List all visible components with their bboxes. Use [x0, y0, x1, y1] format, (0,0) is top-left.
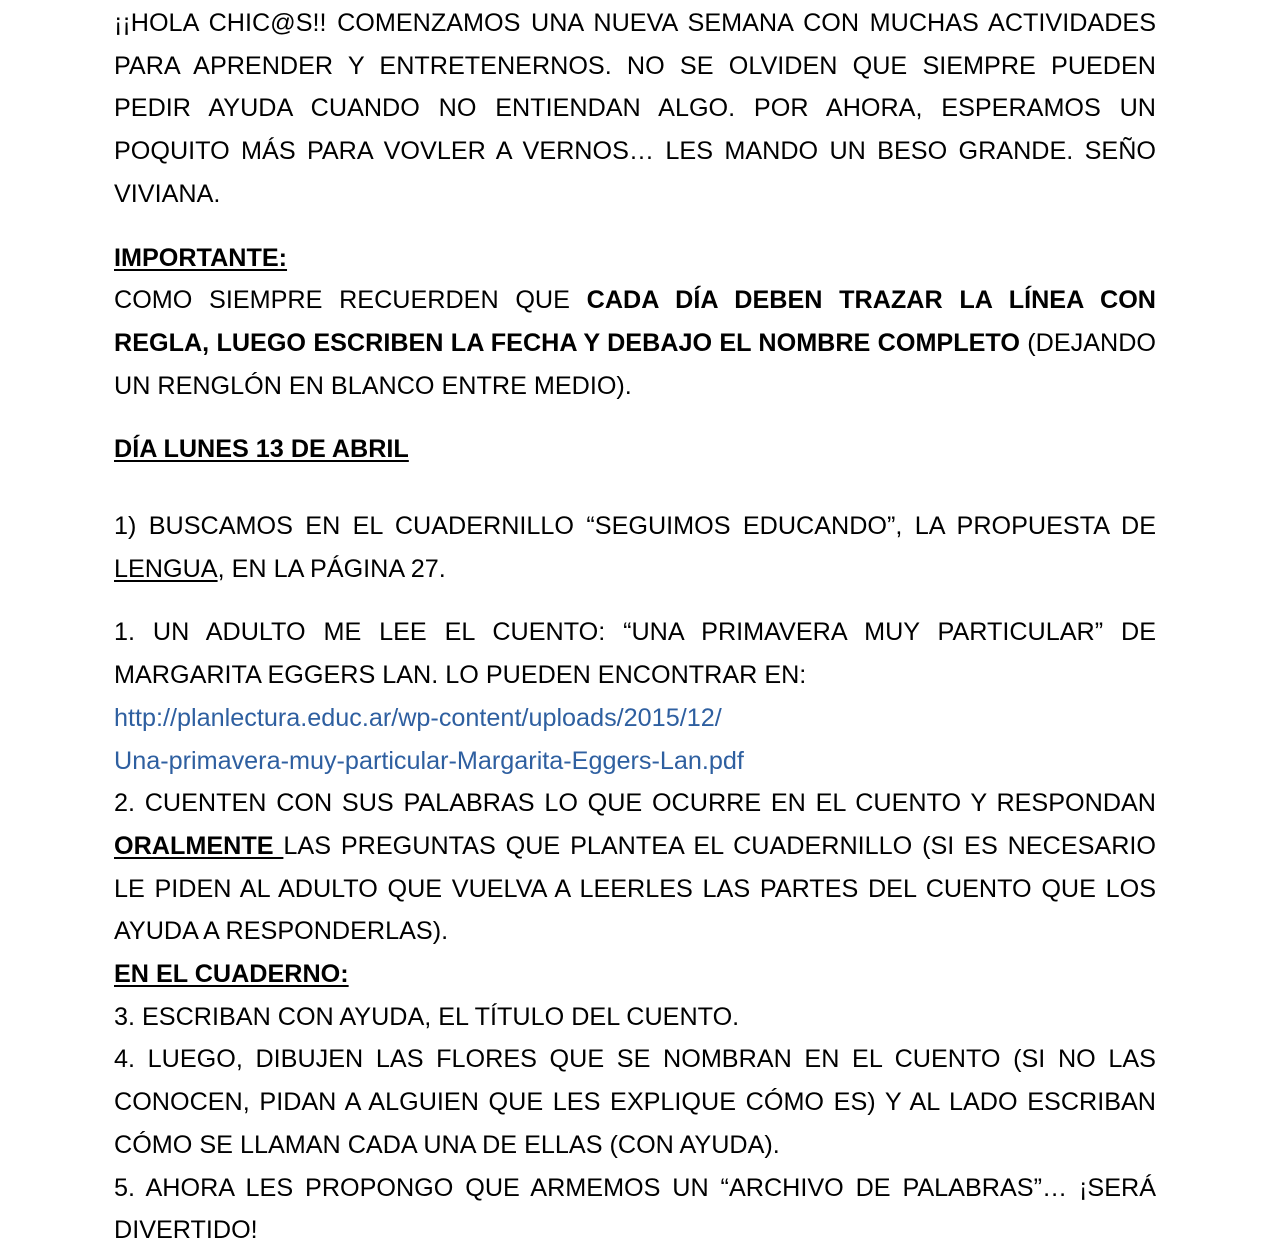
important-heading: IMPORTANTE:: [114, 243, 288, 272]
story-link-line1[interactable]: http://planlectura.educ.ar/wp-content/uploads/2015/12/: [114, 703, 722, 732]
important-text-after: (DEJANDO UN RENGLÓN EN BLANCO ENTRE MEDIO).: [114, 328, 1156, 400]
item2-after: LAS PREGUNTAS QUE PLANTEA EL CUADERNILLO (SI ES NECESARIO LE PIDEN AL ADULTO QUE VUELVA A LEERLES LAS PARTES DEL CUENTO QUE LOS AYUDA A RESPONDERLAS).: [114, 831, 1156, 946]
important-text-bold: CADA DÍA DEBEN TRAZAR LA LÍNEA CON REGLA, LUEGO ESCRIBEN LA FECHA Y DEBAJO EL NOMBRE COMPLETO: [114, 286, 1156, 357]
story-link-line2[interactable]: Una-primavera-muy-particular-Margarita-Eggers-Lan.pdf: [114, 746, 744, 775]
item2-paragraph: [114, 782, 1156, 953]
item3-paragraph: 3. ESCRIBAN CON AYUDA, EL TÍTULO DEL CUENTO.: [114, 1002, 740, 1031]
step1-before: 1) BUSCAMOS EN EL CUADERNILLO “SEGUIMOS EDUCANDO”, LA PROPUESTA DE: [114, 512, 1156, 541]
item2-before: 2. CUENTEN CON SUS PALABRAS LO QUE OCURRE EN EL CUENTO Y RESPONDAN: [114, 789, 1156, 818]
item1-text: 1. UN ADULTO ME LEE EL CUENTO: “UNA PRIMAVERA MUY PARTICULAR” DE MARGARITA EGGERS LAN. LO PUEDEN ENCONTRAR EN:: [114, 618, 1156, 690]
important-text-before: COMO SIEMPRE RECUERDEN QUE: [114, 286, 587, 315]
item4-paragraph: 4. LUEGO, DIBUJEN LAS FLORES QUE SE NOMBRAN EN EL CUENTO (SI NO LAS CONOCEN, PIDAN A ALGUIEN QUE LES EXPLIQUE CÓMO ES) Y AL LADO ESCRIBAN CÓMO SE LLAMAN CADA UNA DE ELLAS (CON AYUDA).: [114, 1045, 1156, 1159]
item5-paragraph: 5. AHORA LES PROPONGO QUE ARMEMOS UN “ARCHIVO DE PALABRAS”… ¡SERÁ DIVERTIDO!: [114, 1173, 1156, 1245]
item2-oralmente: ORALMENTE: [114, 831, 284, 860]
important-section: [114, 237, 1156, 408]
step1-paragraph: [114, 505, 1156, 590]
notebook-heading: EN EL CUADERNO:: [114, 960, 349, 989]
day-heading: DÍA LUNES 13 DE ABRIL: [114, 435, 409, 464]
item1-block: [114, 611, 1156, 782]
intro-paragraph: ¡¡HOLA CHIC@S!! COMENZAMOS UNA NUEVA SEMANA CON MUCHAS ACTIVIDADES PARA APRENDER Y ENTRETENERNOS. NO SE OLVIDEN QUE SIEMPRE PUEDEN PEDIR AYUDA CUANDO NO ENTIENDAN ALGO. POR AHORA, ESPERAMOS UN POQUITO MÁS PARA VOVLER A VERNOS… LES MANDO UN BESO GRANDE. SEÑO VIVIANA.: [114, 9, 1156, 208]
step1-after: , EN LA PÁGINA 27.: [217, 554, 446, 583]
step1-subject: LENGUA: [114, 554, 218, 583]
important-paragraph: [114, 279, 1156, 407]
document-page: [114, 0, 1156, 1252]
